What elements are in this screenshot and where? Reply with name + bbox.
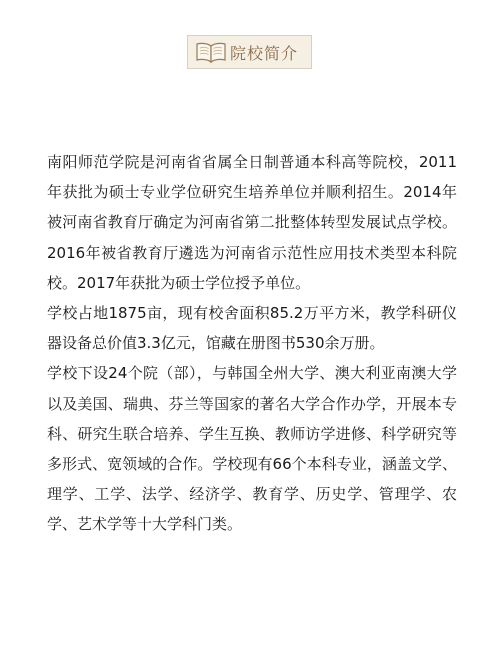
paragraph-history: 南阳师范学院是河南省省属全日制普通本科高等院校，2011年获批为硕士专业学位研究生培养单位并顺利招生。2014年被河南省教育厅确定为河南省第二批整体转型发展试点学校。2016年被省教育厅遴选为河南省示范性应用技术类型本科院校。2017年获批为硕士学位授予单位。 bbox=[47, 153, 457, 292]
article-body bbox=[47, 147, 457, 540]
section-title-badge bbox=[187, 35, 312, 69]
paragraph-campus: 学校占地1875亩，现有校舍面积85.2万平方米，教学科研仪器设备总价值3.3亿元，馆藏在册图书530余万册。 bbox=[47, 304, 457, 353]
open-book-icon bbox=[195, 41, 227, 63]
section-title: 院校简介 bbox=[230, 43, 299, 63]
paragraph-cooperation: 学校下设24个院（部），与韩国全州大学、澳大利亚南澳大学以及美国、瑞典、芬兰等国家的著名大学合作办学，开展本专科、研究生联合培养、学生互换、教师访学进修、科学研究等多形式、宽领域的合作。学校现有66个本科专业，涵盖文学、理学、工学、法学、经济学、教育学、历史学、管理学、农学、艺术学等十大学科门类。 bbox=[47, 364, 457, 534]
